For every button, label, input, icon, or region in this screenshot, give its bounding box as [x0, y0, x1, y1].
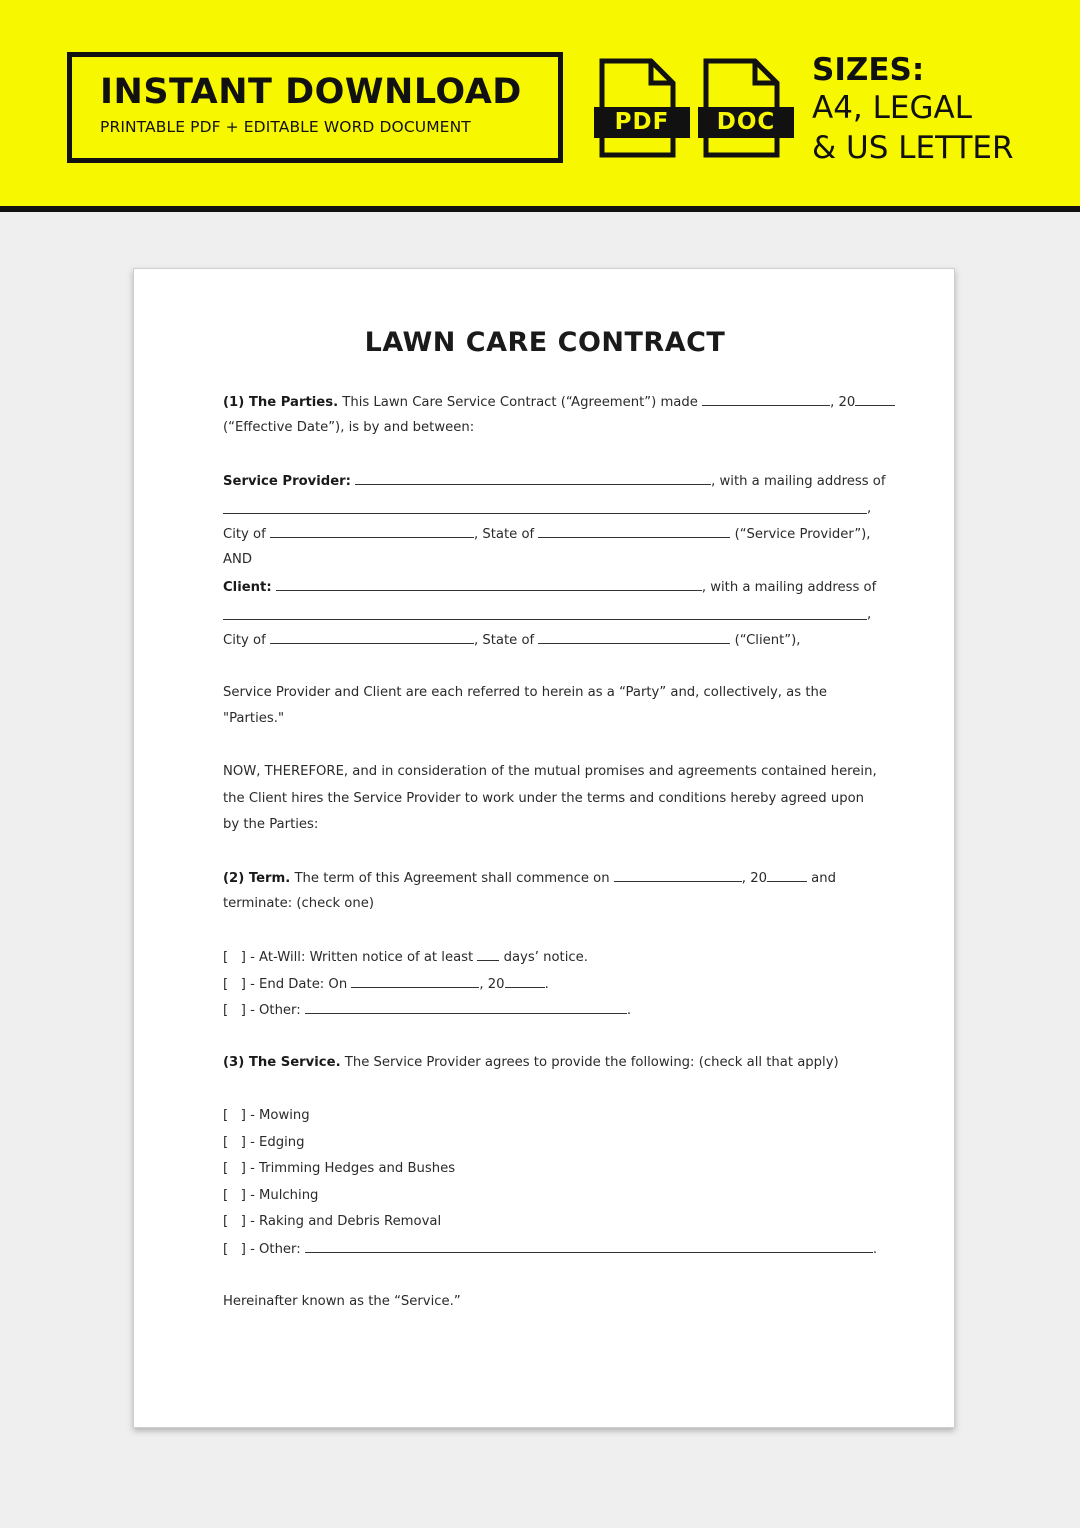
notice-days-blank[interactable] [477, 948, 499, 961]
provider-state-blank[interactable] [538, 525, 730, 538]
end-year-blank[interactable] [505, 975, 545, 988]
checkbox[interactable]: [ ] [223, 1161, 246, 1176]
service-other-blank[interactable] [305, 1240, 873, 1253]
term-option-at-will: [ ] - At-Will: Written notice of at least days’ notice. [223, 950, 588, 965]
service-option-mulching: [ ] - Mulching [223, 1188, 319, 1203]
service-heading: (3) The Service. [223, 1055, 341, 1070]
recital-line-3: by the Parties: [223, 817, 319, 832]
term-date-blank[interactable] [614, 869, 742, 882]
service-option-mowing: [ ] - Mowing [223, 1108, 310, 1123]
sizes-info [812, 52, 1014, 168]
service-option-other: [ ] - Other: . [223, 1242, 878, 1257]
term-line-2: terminate: (check one) [223, 896, 374, 911]
checkbox[interactable]: [ ] [223, 1135, 246, 1150]
recital-line-1: NOW, THEREFORE, and in consideration of the mutual promises and agreements contained herein, [223, 764, 877, 779]
promo-banner [0, 0, 1080, 212]
doc-label: DOC [698, 107, 794, 138]
and-text: AND [223, 552, 253, 567]
client-line: Client: , with a mailing address of [223, 580, 877, 595]
pdf-label: PDF [594, 107, 690, 138]
client-name-blank[interactable] [276, 578, 702, 591]
service-line-1: (3) The Service. The Service Provider agrees to provide the following: (check all that apply) [223, 1055, 839, 1070]
parties-heading: (1) The Parties. [223, 395, 339, 410]
parties-line-2: (“Effective Date”), is by and between: [223, 420, 475, 435]
checkbox[interactable]: [ ] [223, 977, 246, 992]
sizes-line-2: & US LETTER [812, 130, 1014, 166]
checkbox[interactable]: [ ] [223, 1188, 246, 1203]
sizes-line-1: A4, LEGAL [812, 90, 972, 126]
service-footer: Hereinafter known as the “Service.” [223, 1294, 461, 1309]
pdf-file-icon [594, 58, 690, 158]
provider-line: Service Provider: , with a mailing address of [223, 474, 886, 489]
provider-city-line: City of , State of (“Service Provider”), [223, 527, 871, 542]
service-option-trimming: [ ] - Trimming Hedges and Bushes [223, 1161, 456, 1176]
contract-page [133, 268, 955, 1428]
recital-line-2: the Client hires the Service Provider to work under the terms and conditions hereby agreed upon [223, 791, 865, 806]
collective-line-2: "Parties." [223, 711, 285, 726]
checkbox[interactable]: [ ] [223, 1242, 246, 1257]
checkbox[interactable]: [ ] [223, 1003, 246, 1018]
client-address-blank[interactable] [223, 619, 867, 620]
client-state-blank[interactable] [538, 631, 730, 644]
client-label: Client: [223, 580, 272, 595]
client-city-line: City of , State of (“Client”), [223, 633, 801, 648]
end-date-blank[interactable] [351, 975, 479, 988]
doc-file-icon [698, 58, 794, 158]
checkbox[interactable]: [ ] [223, 950, 246, 965]
term-option-end-date: [ ] - End Date: On , 20 . [223, 977, 549, 992]
instant-download-box [67, 52, 563, 163]
address-comma: , [867, 501, 872, 516]
year-blank[interactable] [855, 393, 895, 406]
download-title: INSTANT DOWNLOAD [100, 72, 522, 112]
collective-line-1: Service Provider and Client are each referred to herein as a “Party” and, collectively, as the [223, 685, 827, 700]
checkbox[interactable]: [ ] [223, 1214, 246, 1229]
provider-name-blank[interactable] [355, 472, 711, 485]
provider-label: Service Provider: [223, 474, 351, 489]
term-year-blank[interactable] [767, 869, 807, 882]
service-option-edging: [ ] - Edging [223, 1135, 305, 1150]
date-blank[interactable] [702, 393, 830, 406]
term-other-blank[interactable] [305, 1001, 627, 1014]
client-address-comma: , [867, 607, 872, 622]
document-title: LAWN CARE CONTRACT [364, 327, 726, 358]
checkbox[interactable]: [ ] [223, 1108, 246, 1123]
parties-line-1: (1) The Parties. This Lawn Care Service Contract (“Agreement”) made , 20 [223, 393, 895, 412]
term-option-other: [ ] - Other: . [223, 1003, 632, 1018]
provider-address-blank[interactable] [223, 513, 867, 514]
download-subtitle: PRINTABLE PDF + EDITABLE WORD DOCUMENT [100, 118, 471, 136]
term-line-1: (2) Term. The term of this Agreement shall commence on , 20 and [223, 871, 836, 886]
service-option-raking: [ ] - Raking and Debris Removal [223, 1214, 442, 1229]
provider-city-blank[interactable] [270, 525, 474, 538]
sizes-title: SIZES: [812, 52, 925, 88]
client-city-blank[interactable] [270, 631, 474, 644]
term-heading: (2) Term. [223, 871, 291, 886]
